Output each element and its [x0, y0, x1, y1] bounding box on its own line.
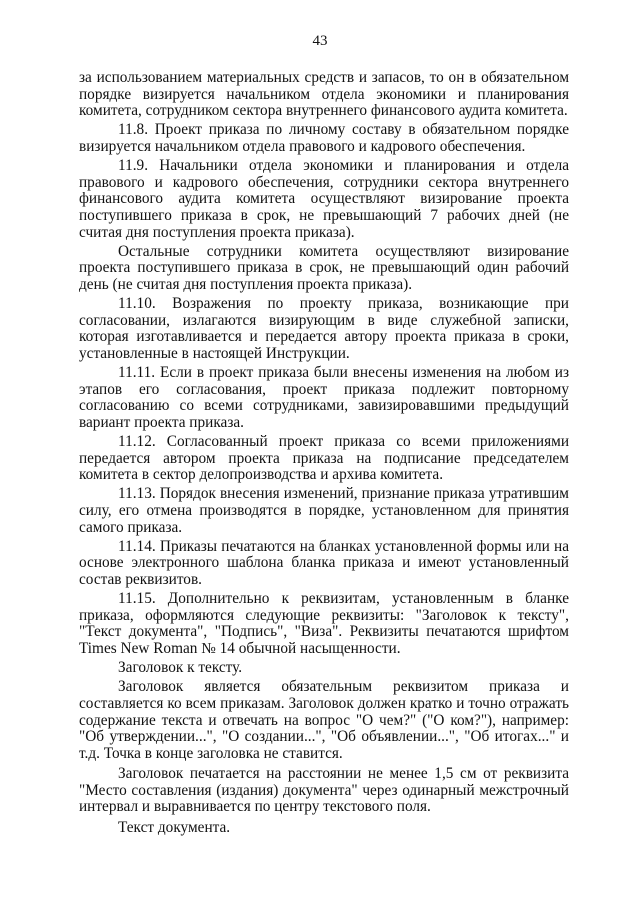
paragraph-heading-requirements: Заголовок является обязательным реквизитом приказа и составляется ко всем приказам. Заголовок должен кратко и точно отражать содержание текста и отвечать на вопрос "О чем?" ("О ком?"), например: "Об утверждении...", "О создании...", "Об объявлении...", "Об итогах..." и т.д. Точка в конце заголовка не ставится.: [79, 678, 569, 762]
paragraph-11-12: 11.12. Согласованный проект приказа со всеми приложениями передается автором проекта приказа на подписание председателем комитета в сектор делопроизводства и архива комитета.: [79, 433, 569, 484]
heading-document-text: Текст документа.: [118, 819, 231, 837]
paragraph-11-13: 11.13. Порядок внесения изменений, признание приказа утратившим силу, его отмена производятся в порядке, установленном для принятия самого приказа.: [79, 485, 569, 536]
paragraph-11-14: 11.14. Приказы печатаются на бланках установленной формы или на основе электронного шаблона бланка приказа и имеют установленный состав реквизитов.: [79, 537, 569, 588]
page-number: 43: [312, 33, 328, 49]
document-body: [79, 70, 569, 839]
paragraph-11-15: 11.15. Дополнительно к реквизитам, установленным в бланке приказа, оформляются следующие реквизиты: "Заголовок к тексту", "Текст документа", "Подпись", "Виза". Реквизиты печатаются шрифтом Times New Roman № 14 обычной насыщенности.: [79, 590, 569, 657]
paragraph-11-10: 11.10. Возражения по проекту приказа, возникающие при согласовании, излагаются визирующим в виде служебной записки, которая изготавливается и передается автору проекта приказа в сроки, установленные в настоящей Инструкции.: [79, 295, 569, 362]
heading-title-to-text: Заголовок к тексту.: [118, 659, 243, 677]
paragraph-heading-placement: Заголовок печатается на расстоянии не менее 1,5 см от реквизита "Место составления (издания) документа" через одинарный межстрочный интервал и выравнивается по центру текстового поля.: [79, 765, 569, 816]
paragraph-11-11: 11.11. Если в проект приказа были внесены изменения на любом из этапов его согласования, проект приказа подлежит повторному согласованию со всеми сотрудниками, завизировавшими предыдущий вариант проекта приказа.: [79, 364, 569, 431]
paragraph-11-8: 11.8. Проект приказа по личному составу в обязательном порядке визируется начальником отдела правового и кадрового обеспечения.: [79, 121, 569, 155]
paragraph-continuation: за использованием материальных средств и запасов, то он в обязательном порядке визируется начальником отдела экономики и планирования комитета, сотрудником сектора внутреннего финансового аудита комитета.: [79, 69, 569, 120]
paragraph-other-staff: Остальные сотрудники комитета осуществляют визирование проекта поступившего приказа в срок, не превышающий один рабочий день (не считая дня поступления проекта приказа).: [79, 242, 569, 293]
paragraph-11-9: 11.9. Начальники отдела экономики и планирования и отдела правового и кадрового обеспечения, сотрудники сектора внутреннего финансового аудита комитета осуществляют визирование проекта поступившего приказа в срок, не превышающий 7 рабочих дней (не считая дня поступления проекта приказа).: [79, 157, 569, 241]
